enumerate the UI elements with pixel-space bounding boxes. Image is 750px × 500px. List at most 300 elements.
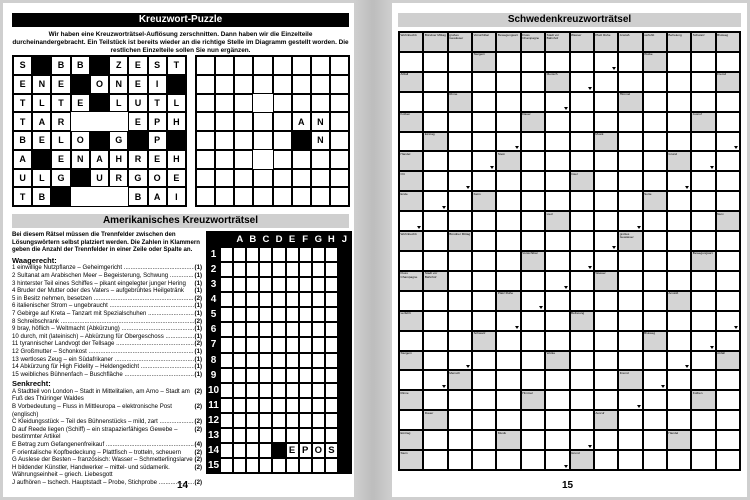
answer-cell[interactable]	[299, 428, 312, 443]
answer-cell[interactable]	[423, 72, 447, 92]
answer-cell[interactable]	[691, 171, 715, 191]
empty-diagram-cell[interactable]	[273, 169, 292, 188]
answer-cell[interactable]	[399, 52, 423, 72]
answer-cell[interactable]	[594, 72, 618, 92]
answer-cell[interactable]	[496, 351, 520, 371]
answer-cell[interactable]	[299, 337, 312, 352]
answer-cell[interactable]	[643, 271, 667, 291]
answer-cell[interactable]	[233, 292, 246, 307]
answer-cell[interactable]	[233, 262, 246, 277]
answer-cell[interactable]	[325, 277, 338, 292]
empty-diagram-cell[interactable]	[196, 131, 215, 150]
answer-cell[interactable]	[545, 390, 569, 410]
answer-cell[interactable]	[312, 247, 325, 262]
answer-cell[interactable]	[259, 337, 272, 352]
answer-cell[interactable]	[643, 430, 667, 450]
answer-cell[interactable]	[691, 410, 715, 430]
answer-cell[interactable]	[399, 92, 423, 112]
answer-cell[interactable]	[496, 132, 520, 152]
answer-cell[interactable]	[325, 307, 338, 322]
answer-cell[interactable]	[691, 72, 715, 92]
empty-diagram-cell[interactable]	[253, 112, 272, 131]
answer-cell[interactable]	[594, 151, 618, 171]
answer-cell[interactable]	[545, 231, 569, 251]
answer-cell[interactable]	[545, 450, 569, 470]
answer-cell[interactable]	[312, 458, 325, 473]
answer-cell[interactable]	[246, 428, 259, 443]
answer-cell[interactable]	[325, 353, 338, 368]
answer-cell[interactable]	[496, 370, 520, 390]
answer-cell[interactable]	[286, 383, 299, 398]
answer-cell[interactable]	[312, 322, 325, 337]
answer-cell[interactable]	[521, 331, 545, 351]
answer-cell[interactable]	[472, 291, 496, 311]
answer-cell[interactable]	[472, 410, 496, 430]
answer-cell[interactable]	[618, 331, 642, 351]
answer-cell[interactable]	[259, 443, 272, 458]
answer-cell[interactable]	[667, 52, 691, 72]
answer-cell[interactable]	[325, 398, 338, 413]
answer-cell[interactable]	[472, 351, 496, 371]
answer-cell[interactable]	[220, 428, 233, 443]
answer-cell[interactable]	[521, 430, 545, 450]
answer-cell[interactable]	[521, 450, 545, 470]
answer-cell[interactable]	[272, 322, 285, 337]
empty-diagram-cell[interactable]	[215, 112, 234, 131]
answer-cell[interactable]	[325, 368, 338, 383]
empty-diagram-cell[interactable]	[215, 75, 234, 94]
answer-cell[interactable]	[594, 171, 618, 191]
answer-cell[interactable]	[220, 247, 233, 262]
answer-cell[interactable]	[423, 231, 447, 251]
empty-diagram-cell[interactable]	[234, 169, 253, 188]
answer-cell[interactable]	[286, 277, 299, 292]
empty-diagram-cell[interactable]	[215, 94, 234, 113]
answer-cell[interactable]	[448, 450, 472, 470]
answer-cell[interactable]	[691, 351, 715, 371]
answer-cell[interactable]	[691, 450, 715, 470]
answer-cell[interactable]	[259, 262, 272, 277]
answer-cell[interactable]	[233, 383, 246, 398]
answer-cell[interactable]	[667, 92, 691, 112]
empty-diagram-cell[interactable]	[330, 187, 349, 206]
answer-cell[interactable]	[667, 450, 691, 470]
answer-cell[interactable]	[570, 370, 594, 390]
answer-cell[interactable]	[667, 171, 691, 191]
answer-cell[interactable]	[594, 211, 618, 231]
answer-cell[interactable]	[448, 171, 472, 191]
answer-cell[interactable]	[299, 247, 312, 262]
answer-cell[interactable]	[521, 370, 545, 390]
answer-cell[interactable]	[233, 458, 246, 473]
answer-cell[interactable]	[259, 322, 272, 337]
answer-cell[interactable]	[325, 292, 338, 307]
answer-cell[interactable]	[259, 398, 272, 413]
answer-cell[interactable]	[272, 247, 285, 262]
answer-cell[interactable]	[286, 247, 299, 262]
answer-cell[interactable]	[472, 92, 496, 112]
answer-cell[interactable]	[286, 337, 299, 352]
answer-cell[interactable]	[594, 331, 618, 351]
answer-cell[interactable]	[246, 368, 259, 383]
answer-cell[interactable]	[448, 251, 472, 271]
answer-cell[interactable]	[594, 390, 618, 410]
answer-cell[interactable]	[259, 383, 272, 398]
answer-cell[interactable]	[716, 331, 740, 351]
answer-cell[interactable]	[272, 262, 285, 277]
answer-cell[interactable]	[423, 291, 447, 311]
answer-cell[interactable]	[220, 262, 233, 277]
answer-cell[interactable]	[716, 132, 740, 152]
answer-cell[interactable]	[286, 428, 299, 443]
answer-cell[interactable]	[618, 191, 642, 211]
answer-cell[interactable]	[618, 132, 642, 152]
answer-cell[interactable]	[496, 311, 520, 331]
answer-cell[interactable]	[448, 211, 472, 231]
placed-piece-cell[interactable]: N	[311, 112, 330, 131]
answer-cell[interactable]	[423, 331, 447, 351]
answer-cell[interactable]: O	[312, 443, 325, 458]
answer-cell[interactable]	[233, 247, 246, 262]
answer-cell[interactable]	[570, 410, 594, 430]
answer-cell[interactable]	[716, 410, 740, 430]
answer-cell[interactable]	[618, 351, 642, 371]
answer-cell[interactable]	[496, 450, 520, 470]
answer-cell[interactable]	[423, 151, 447, 171]
empty-diagram-cell[interactable]	[196, 187, 215, 206]
answer-cell[interactable]	[496, 331, 520, 351]
answer-cell[interactable]	[521, 351, 545, 371]
answer-cell[interactable]	[643, 251, 667, 271]
answer-cell[interactable]	[423, 390, 447, 410]
answer-cell[interactable]	[570, 231, 594, 251]
answer-cell[interactable]	[246, 307, 259, 322]
empty-diagram-cell[interactable]	[253, 169, 272, 188]
answer-cell[interactable]	[667, 132, 691, 152]
answer-cell[interactable]	[272, 337, 285, 352]
american-crossword-grid[interactable]	[206, 231, 352, 474]
answer-cell[interactable]	[299, 322, 312, 337]
answer-cell[interactable]	[667, 410, 691, 430]
answer-cell[interactable]	[716, 251, 740, 271]
answer-cell[interactable]	[312, 428, 325, 443]
empty-diagram-cell[interactable]	[273, 150, 292, 169]
answer-cell[interactable]	[448, 291, 472, 311]
answer-cell[interactable]	[472, 72, 496, 92]
answer-cell[interactable]	[594, 351, 618, 371]
answer-cell[interactable]	[472, 251, 496, 271]
answer-cell[interactable]	[299, 413, 312, 428]
answer-cell[interactable]	[570, 151, 594, 171]
answer-cell[interactable]	[521, 211, 545, 231]
empty-diagram-cell[interactable]	[196, 56, 215, 75]
answer-cell[interactable]	[220, 337, 233, 352]
answer-cell[interactable]	[570, 291, 594, 311]
answer-cell[interactable]	[233, 337, 246, 352]
answer-cell[interactable]	[545, 311, 569, 331]
answer-cell[interactable]	[545, 112, 569, 132]
answer-cell[interactable]	[286, 353, 299, 368]
answer-cell[interactable]	[521, 271, 545, 291]
answer-cell[interactable]	[423, 112, 447, 132]
answer-cell[interactable]	[220, 383, 233, 398]
empty-diagram-cell[interactable]	[253, 131, 272, 150]
answer-cell[interactable]	[246, 443, 259, 458]
answer-cell[interactable]	[594, 191, 618, 211]
answer-cell[interactable]	[299, 458, 312, 473]
empty-diagram-cell[interactable]	[273, 56, 292, 75]
empty-diagram-cell[interactable]	[234, 131, 253, 150]
answer-cell[interactable]	[259, 292, 272, 307]
answer-cell[interactable]	[643, 151, 667, 171]
empty-diagram-cell[interactable]	[330, 169, 349, 188]
answer-cell[interactable]	[246, 292, 259, 307]
black-cell[interactable]	[292, 131, 311, 150]
answer-cell[interactable]	[594, 52, 618, 72]
answer-cell[interactable]	[325, 458, 338, 473]
answer-cell[interactable]	[496, 52, 520, 72]
answer-cell[interactable]	[716, 52, 740, 72]
answer-cell[interactable]	[691, 52, 715, 72]
answer-cell[interactable]	[399, 331, 423, 351]
empty-diagram-cell[interactable]	[292, 169, 311, 188]
answer-cell[interactable]	[423, 430, 447, 450]
empty-diagram-cell[interactable]	[196, 75, 215, 94]
answer-cell[interactable]	[545, 52, 569, 72]
empty-diagram-cell[interactable]	[292, 94, 311, 113]
answer-cell[interactable]	[423, 92, 447, 112]
answer-cell[interactable]	[325, 383, 338, 398]
answer-cell[interactable]	[246, 262, 259, 277]
empty-diagram-cell[interactable]	[253, 56, 272, 75]
answer-cell[interactable]	[521, 52, 545, 72]
answer-cell[interactable]	[667, 331, 691, 351]
answer-cell[interactable]	[521, 191, 545, 211]
answer-cell[interactable]	[246, 322, 259, 337]
answer-cell[interactable]	[716, 151, 740, 171]
answer-cell[interactable]	[643, 370, 667, 390]
diagram-gap[interactable]	[253, 94, 272, 113]
empty-diagram-cell[interactable]	[196, 94, 215, 113]
diagram-gap[interactable]	[253, 150, 272, 169]
answer-cell[interactable]	[259, 307, 272, 322]
answer-cell[interactable]	[286, 413, 299, 428]
answer-cell[interactable]	[496, 410, 520, 430]
answer-cell[interactable]	[521, 72, 545, 92]
empty-diagram-cell[interactable]	[273, 131, 292, 150]
answer-cell[interactable]	[643, 231, 667, 251]
solution-diagram-grid[interactable]	[195, 55, 350, 207]
answer-cell[interactable]	[691, 430, 715, 450]
answer-cell[interactable]	[691, 331, 715, 351]
answer-cell[interactable]	[594, 450, 618, 470]
answer-cell[interactable]	[423, 171, 447, 191]
answer-cell[interactable]	[472, 370, 496, 390]
answer-cell[interactable]	[312, 337, 325, 352]
answer-cell[interactable]	[618, 390, 642, 410]
empty-diagram-cell[interactable]	[292, 56, 311, 75]
answer-cell[interactable]	[545, 410, 569, 430]
answer-cell[interactable]	[399, 291, 423, 311]
answer-cell[interactable]	[545, 92, 569, 112]
answer-cell[interactable]	[545, 171, 569, 191]
answer-cell[interactable]	[521, 151, 545, 171]
answer-cell[interactable]	[716, 311, 740, 331]
empty-diagram-cell[interactable]	[273, 112, 292, 131]
answer-cell[interactable]	[448, 390, 472, 410]
answer-cell[interactable]	[220, 398, 233, 413]
empty-diagram-cell[interactable]	[292, 75, 311, 94]
answer-cell[interactable]	[570, 112, 594, 132]
answer-cell[interactable]	[496, 191, 520, 211]
answer-cell[interactable]	[220, 353, 233, 368]
answer-cell[interactable]	[233, 413, 246, 428]
answer-cell[interactable]	[716, 92, 740, 112]
answer-cell[interactable]	[691, 151, 715, 171]
empty-diagram-cell[interactable]	[196, 169, 215, 188]
answer-cell[interactable]	[643, 311, 667, 331]
answer-cell[interactable]	[594, 231, 618, 251]
empty-diagram-cell[interactable]	[215, 56, 234, 75]
answer-cell[interactable]	[423, 351, 447, 371]
empty-diagram-cell[interactable]	[330, 131, 349, 150]
answer-cell[interactable]	[716, 390, 740, 410]
answer-cell[interactable]	[618, 450, 642, 470]
answer-cell[interactable]	[521, 231, 545, 251]
answer-cell[interactable]	[667, 72, 691, 92]
answer-cell[interactable]	[570, 331, 594, 351]
answer-cell[interactable]	[399, 211, 423, 231]
answer-cell[interactable]	[716, 171, 740, 191]
answer-cell[interactable]	[618, 251, 642, 271]
answer-cell[interactable]	[594, 430, 618, 450]
answer-cell[interactable]	[325, 322, 338, 337]
answer-cell[interactable]	[233, 443, 246, 458]
answer-cell[interactable]	[233, 398, 246, 413]
answer-cell[interactable]	[618, 271, 642, 291]
answer-cell[interactable]	[545, 191, 569, 211]
answer-cell[interactable]: S	[325, 443, 338, 458]
answer-cell[interactable]	[472, 231, 496, 251]
answer-cell[interactable]	[496, 72, 520, 92]
empty-diagram-cell[interactable]	[234, 56, 253, 75]
answer-cell[interactable]	[570, 132, 594, 152]
answer-cell[interactable]	[667, 191, 691, 211]
answer-cell[interactable]	[472, 311, 496, 331]
answer-cell[interactable]	[545, 251, 569, 271]
answer-cell[interactable]	[643, 450, 667, 470]
empty-diagram-cell[interactable]	[311, 56, 330, 75]
answer-cell[interactable]	[643, 390, 667, 410]
answer-cell[interactable]	[691, 231, 715, 251]
answer-cell[interactable]	[312, 292, 325, 307]
answer-cell[interactable]	[299, 398, 312, 413]
answer-cell[interactable]	[325, 262, 338, 277]
answer-cell[interactable]	[570, 52, 594, 72]
answer-cell[interactable]: E	[286, 443, 299, 458]
answer-cell[interactable]	[233, 368, 246, 383]
answer-cell[interactable]	[618, 311, 642, 331]
answer-cell[interactable]	[643, 171, 667, 191]
answer-cell[interactable]	[716, 271, 740, 291]
empty-diagram-cell[interactable]	[234, 112, 253, 131]
answer-cell[interactable]	[618, 52, 642, 72]
answer-cell[interactable]	[472, 390, 496, 410]
answer-cell[interactable]	[259, 277, 272, 292]
answer-cell[interactable]	[570, 191, 594, 211]
answer-cell[interactable]	[570, 211, 594, 231]
answer-cell[interactable]	[472, 450, 496, 470]
answer-cell[interactable]	[423, 450, 447, 470]
answer-cell[interactable]	[716, 291, 740, 311]
answer-cell[interactable]	[545, 331, 569, 351]
answer-cell[interactable]	[299, 262, 312, 277]
answer-cell[interactable]	[246, 383, 259, 398]
empty-diagram-cell[interactable]	[234, 94, 253, 113]
empty-diagram-cell[interactable]	[292, 187, 311, 206]
answer-cell[interactable]	[399, 370, 423, 390]
answer-cell[interactable]	[448, 311, 472, 331]
answer-cell[interactable]	[618, 410, 642, 430]
empty-diagram-cell[interactable]	[292, 150, 311, 169]
answer-cell[interactable]	[299, 277, 312, 292]
answer-cell[interactable]	[312, 277, 325, 292]
answer-cell[interactable]	[286, 368, 299, 383]
swedish-crossword-grid[interactable]	[398, 31, 741, 471]
empty-diagram-cell[interactable]	[311, 187, 330, 206]
answer-cell[interactable]	[272, 277, 285, 292]
placed-piece-cell[interactable]: A	[292, 112, 311, 131]
answer-cell[interactable]	[716, 231, 740, 251]
answer-cell[interactable]	[272, 292, 285, 307]
empty-diagram-cell[interactable]	[196, 150, 215, 169]
empty-diagram-cell[interactable]	[215, 169, 234, 188]
answer-cell[interactable]	[472, 132, 496, 152]
answer-cell[interactable]	[272, 458, 285, 473]
answer-cell[interactable]	[246, 247, 259, 262]
answer-cell[interactable]	[286, 398, 299, 413]
empty-diagram-cell[interactable]	[330, 75, 349, 94]
answer-cell[interactable]	[667, 370, 691, 390]
answer-cell[interactable]	[643, 410, 667, 430]
answer-cell[interactable]	[691, 291, 715, 311]
answer-cell[interactable]	[691, 271, 715, 291]
answer-cell[interactable]	[220, 368, 233, 383]
placed-piece-cell[interactable]: N	[311, 131, 330, 150]
answer-cell[interactable]	[423, 191, 447, 211]
answer-cell[interactable]	[691, 92, 715, 112]
answer-cell[interactable]	[472, 112, 496, 132]
answer-cell[interactable]	[643, 351, 667, 371]
answer-cell[interactable]	[496, 271, 520, 291]
answer-cell[interactable]	[299, 368, 312, 383]
answer-cell[interactable]	[618, 291, 642, 311]
answer-cell[interactable]	[545, 430, 569, 450]
answer-cell[interactable]	[667, 112, 691, 132]
answer-cell[interactable]	[220, 443, 233, 458]
answer-cell[interactable]	[618, 112, 642, 132]
answer-cell[interactable]	[691, 311, 715, 331]
answer-cell[interactable]	[259, 368, 272, 383]
answer-cell[interactable]	[496, 112, 520, 132]
answer-cell[interactable]	[299, 292, 312, 307]
answer-cell[interactable]	[496, 231, 520, 251]
answer-cell[interactable]	[594, 291, 618, 311]
answer-cell[interactable]	[448, 72, 472, 92]
answer-cell[interactable]	[594, 370, 618, 390]
empty-diagram-cell[interactable]	[273, 187, 292, 206]
answer-cell[interactable]	[691, 211, 715, 231]
